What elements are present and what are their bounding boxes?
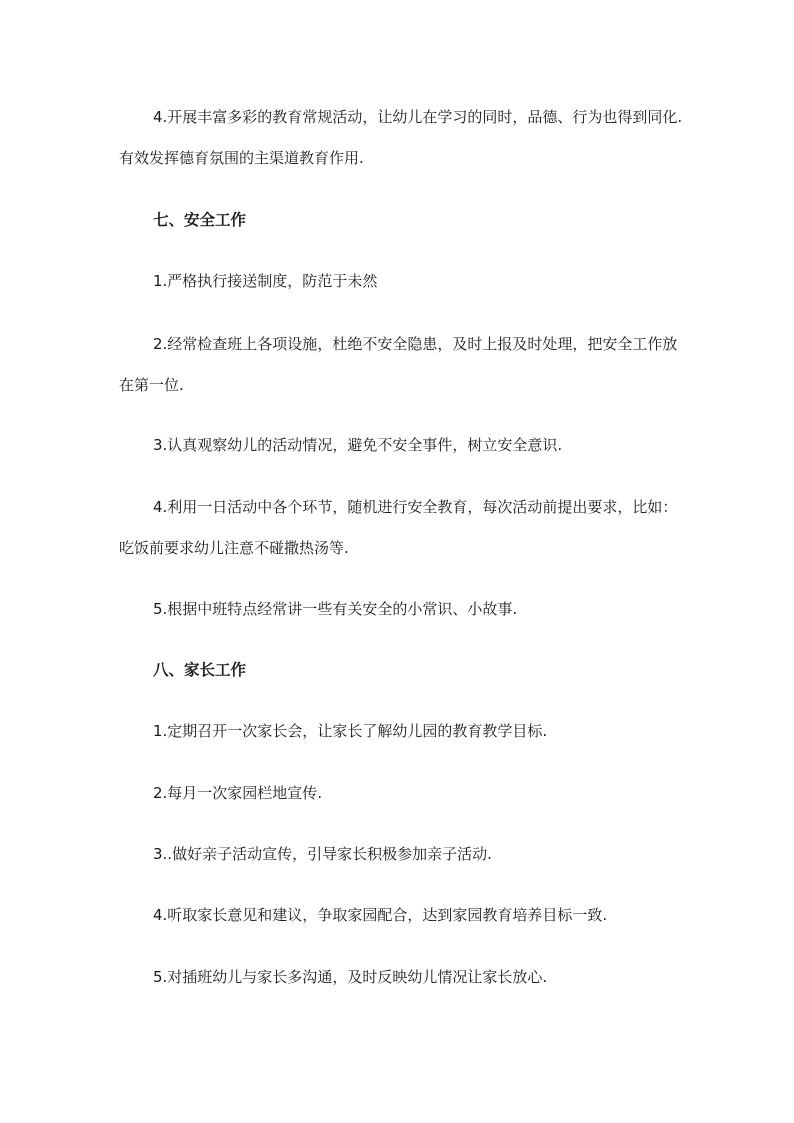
parents-item-4: 4.听取家长意见和建议，争取家园配合，达到家园教育培养目标一致. <box>153 906 608 924</box>
section-safety-title: 七、安全工作 <box>153 211 247 229</box>
section-parents-title: 八、家长工作 <box>153 661 247 679</box>
parents-item-5: 5.对插班幼儿与家长多沟通，及时反映幼儿情况让家长放心. <box>153 968 548 986</box>
safety-item-3: 3.认真观察幼儿的活动情况，避免不安全事件，树立安全意识. <box>153 436 563 454</box>
parents-item-2: 2.每月一次家园栏地宣传. <box>153 784 323 802</box>
intro-paragraph: 4.开展丰富多彩的教育常规活动，让幼儿在学习的同时，品德、行为也得到同化.有效发挥德育氛围的主渠道教育作用. <box>119 108 683 167</box>
safety-item-2: 2.经常检查班上各项设施，杜绝不安全隐患，及时上报及时处理，把安全工作放在第一位. <box>119 335 678 394</box>
safety-item-5: 5.根据中班特点经常讲一些有关安全的小常识、小故事. <box>153 600 518 618</box>
safety-item-1: 1.严格执行接送制度，防范于未然 <box>153 272 378 290</box>
safety-item-4: 4.利用一日活动中各个环节，随机进行安全教育，每次活动前提出要求，比如：吃饭前要求幼儿注意不碰撒热汤等. <box>119 498 678 557</box>
parents-item-3: 3..做好亲子活动宣传，引导家长积极参加亲子活动. <box>153 845 492 863</box>
parents-item-1: 1.定期召开一次家长会，让家长了解幼儿园的教育教学目标. <box>153 722 548 740</box>
